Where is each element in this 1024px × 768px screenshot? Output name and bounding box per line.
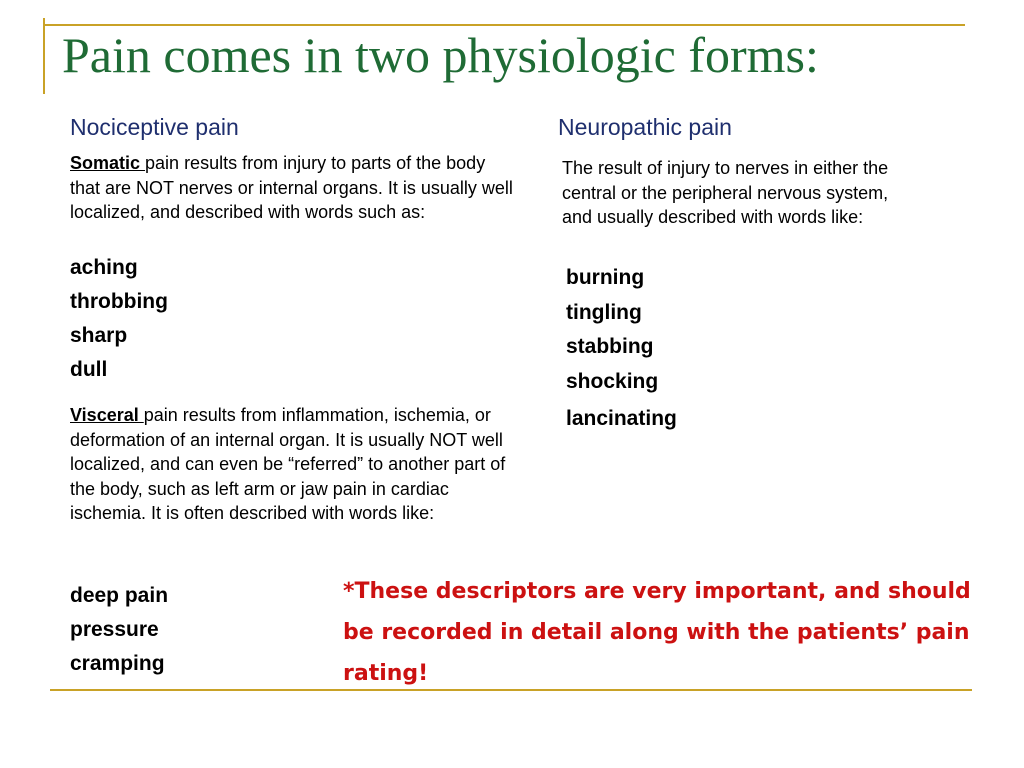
descriptor-item: aching — [70, 256, 138, 279]
nociceptive-heading: Nociceptive pain — [70, 114, 239, 140]
descriptor-item: sharp — [70, 324, 128, 347]
somatic-term: Somatic — [70, 153, 146, 173]
somatic-paragraph — [70, 151, 515, 225]
somatic-text: pain results from injury to parts of the body that are NOT nerves or internal organs. It is usually well localized, and described with words such as: — [70, 153, 513, 222]
visceral-term: Visceral — [70, 405, 144, 425]
top-rule — [43, 24, 965, 26]
neuropathic-descriptor-list — [566, 261, 677, 437]
descriptor-item: tingling — [566, 300, 642, 324]
descriptor-item: lancinating — [566, 407, 677, 430]
descriptor-item: cramping — [70, 652, 165, 675]
descriptor-item: burning — [566, 266, 645, 289]
descriptor-item: dull — [70, 358, 108, 381]
left-accent-rule — [43, 18, 45, 94]
neuropathic-heading: Neuropathic pain — [558, 114, 732, 140]
descriptor-item: stabbing — [566, 335, 654, 358]
important-note: *These descriptors are very important, and should be recorded in detail along with the patients’ pain rating! — [343, 579, 971, 686]
descriptor-item: deep pain — [70, 584, 169, 607]
descriptor-item: shocking — [566, 369, 659, 393]
somatic-descriptor-list — [70, 251, 168, 387]
slide-title: Pain comes in two physiologic forms: — [62, 27, 819, 83]
neuropathic-paragraph: The result of injury to nerves in either the central or the peripheral nervous system, and usually described with words like: — [562, 158, 889, 227]
visceral-paragraph — [70, 403, 515, 526]
descriptor-item: throbbing — [70, 290, 168, 313]
visceral-descriptor-list — [70, 579, 168, 681]
descriptor-item: pressure — [70, 618, 159, 641]
visceral-text: pain results from inflammation, ischemia, or deformation of an internal organ. It is usually NOT well localized, and can even be “referred” to another part of the body, such as left arm or jaw pain in cardiac ischemia. It is often described with words like: — [70, 405, 506, 523]
